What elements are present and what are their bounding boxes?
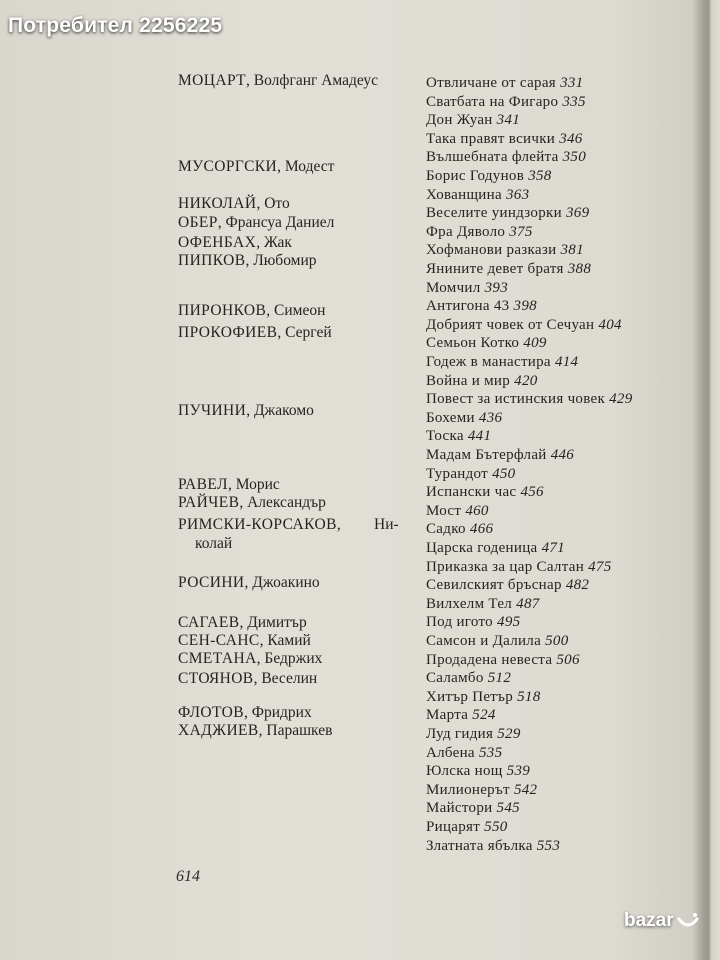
composer-surname: НИКОЛАЙ (178, 195, 257, 212)
work-title: Майстори (426, 800, 493, 817)
work-page-number: 539 (506, 763, 531, 780)
work-page-number: 553 (536, 837, 561, 854)
page-edge-shadow (692, 0, 720, 960)
composer-surname: СМЕТАНА (178, 650, 257, 667)
work-entry (426, 111, 520, 129)
composer-given-name: колай (195, 535, 233, 552)
work-page-number: 436 (478, 409, 503, 426)
composer-given-name: Морис (235, 476, 280, 493)
work-page-number: 446 (550, 447, 575, 463)
work-title: Садко (426, 521, 466, 538)
composer-surname: РАВЕЛ (178, 476, 228, 493)
composer-entry: МУСОРГСКИ, Модест (178, 158, 335, 175)
work-title: Тоска (426, 428, 464, 445)
composer-surname: ОБЕР (178, 214, 218, 231)
composer-entry: ПИРОНКОВ, Симеон (178, 302, 326, 319)
work-page-number: 381 (560, 242, 584, 259)
composer-entry: ХАДЖИЕВ, Парашкев (178, 722, 333, 739)
work-entry (426, 799, 520, 817)
composer-entry: РАЙЧЕВ, Александър (178, 494, 326, 511)
work-page-number: 388 (567, 261, 592, 277)
work-title: Добрият човек от Сечуан (426, 316, 595, 333)
composer-given-name: Жак (263, 234, 292, 251)
work-entry (426, 279, 508, 297)
work-page-number: 518 (517, 688, 541, 705)
work-title: Продадена невеста (426, 651, 553, 668)
work-entry (426, 390, 633, 408)
work-title: Повест за истинския човек (426, 391, 606, 408)
work-page-number: 500 (545, 633, 569, 649)
work-entry (426, 725, 521, 743)
composer-surname: САГАЕВ (178, 614, 240, 631)
work-title: Юлска нощ (426, 763, 503, 780)
work-title: Мадам Бътерфлай (426, 447, 547, 463)
composer-surname: МУСОРГСКИ (178, 158, 278, 175)
composer-entry: ПРОКОФИЕВ, Сергей (178, 324, 332, 341)
composer-given-name: Франсуа Даниел (225, 214, 335, 231)
work-entry (426, 781, 537, 799)
work-title: Борис Годунов (426, 168, 525, 184)
composer-given-name: Димитър (247, 614, 307, 631)
work-title: Приказка за цар Салтан (426, 558, 585, 575)
work-title: Момчил (426, 279, 481, 296)
work-page-number: 550 (484, 819, 508, 835)
work-entry (426, 539, 565, 557)
watermark-text: bazar (624, 910, 674, 931)
work-page-number: 331 (560, 75, 584, 91)
work-page-number: 456 (520, 484, 544, 501)
work-entry (426, 613, 520, 631)
composer-entry: СЕН-САНС, Камий (178, 632, 311, 649)
work-page-number: 545 (496, 800, 520, 817)
composer-entry: МОЦАРТ, Волфганг Амадеус (178, 72, 379, 89)
work-page-number: 398 (513, 298, 537, 315)
work-entry (426, 595, 540, 613)
work-title: Дон Жуан (426, 112, 493, 129)
work-title: Сватбата на Фигаро (426, 93, 559, 110)
work-title: Вълшебната флейта (426, 149, 559, 166)
work-page-number: 475 (588, 558, 612, 575)
composer-given-name: Модест (284, 158, 335, 175)
work-entry (426, 316, 622, 334)
work-title: Фра Дяволо (426, 223, 506, 240)
composer-given-name: Ото (264, 195, 290, 212)
work-entry (426, 632, 569, 650)
bazar-smile-icon (676, 911, 700, 931)
work-entry (426, 353, 578, 371)
composer-surname: МОЦАРТ (178, 72, 247, 89)
composer-given-name: Бедржих (264, 650, 323, 667)
composer-given-name: Камий (267, 632, 311, 649)
seller-user-label: Потребител 2256225 (8, 14, 223, 37)
work-title: Веселите уиндзорки (426, 205, 562, 222)
composer-surname: ПУЧИНИ (178, 402, 247, 419)
composer-entry: СМЕТАНА, Бедржих (178, 650, 323, 667)
composer-given-name: Веселин (261, 670, 318, 687)
page-number: 614 (176, 868, 200, 885)
work-entry (426, 260, 591, 278)
composer-surname: РИМСКИ-КОРСАКОВ (178, 516, 337, 533)
work-title: Турандот (426, 465, 488, 482)
composer-entry: СТОЯНОВ, Веселин (178, 670, 318, 687)
composer-surname: СЕН-САНС (178, 632, 260, 649)
work-entry (426, 669, 511, 687)
composer-surname: ПИРОНКОВ (178, 302, 267, 319)
work-entry (426, 818, 508, 836)
composer-surname: ОФЕНБАХ (178, 234, 257, 251)
work-page-number: 482 (565, 577, 590, 594)
composer-given-name: Ни- (374, 516, 399, 533)
work-entry (426, 409, 502, 427)
work-title: Под игото (426, 614, 493, 631)
composer-entry: РИМСКИ-КОРСАКОВ, Ни- (178, 516, 399, 533)
work-entry (426, 706, 496, 724)
work-title: Луд гидия (426, 726, 494, 742)
work-title: Марта (426, 707, 469, 724)
work-page-number: 529 (497, 726, 521, 742)
composer-given-name: Симеон (274, 302, 326, 319)
composer-surname: ХАДЖИЕВ (178, 722, 259, 739)
work-title: Саламбо (426, 670, 484, 687)
work-page-number: 542 (513, 781, 538, 798)
composer-given-name: Волфганг Амадеус (253, 72, 379, 89)
work-entry (426, 223, 533, 241)
work-page-number: 524 (472, 707, 496, 724)
work-title: Така правят всички (426, 130, 556, 147)
work-title: Албена (426, 744, 475, 761)
bazar-watermark (624, 910, 700, 932)
work-title: Хофманови разкази (426, 242, 557, 259)
work-entry (426, 446, 574, 464)
work-entry (426, 93, 586, 111)
work-title: Вилхелм Тел (426, 595, 513, 612)
work-entry (426, 762, 530, 780)
composer-entry: САГАЕВ, Димитър (178, 614, 307, 631)
work-title: Испански час (426, 484, 517, 501)
composer-entry: РАВЕЛ, Морис (178, 476, 280, 493)
work-title: Война и мир (426, 372, 511, 389)
composer-entry: ОБЕР, Франсуа Даниел (178, 214, 335, 231)
work-title: Златната ябълка (426, 837, 533, 854)
work-entry (426, 167, 552, 185)
composer-surname: ФЛОТОВ (178, 704, 244, 721)
work-page-number: 393 (484, 279, 508, 296)
work-page-number: 341 (496, 112, 521, 129)
work-entry (426, 520, 493, 538)
work-page-number: 369 (566, 205, 590, 222)
work-page-number: 409 (523, 335, 547, 352)
work-page-number: 495 (497, 614, 521, 631)
composer-given-name: Фридрих (251, 704, 312, 721)
work-title: Рицарят (426, 819, 481, 835)
composer-entry (195, 535, 232, 553)
work-page-number: 506 (556, 651, 580, 668)
work-page-number: 404 (598, 316, 622, 333)
composer-given-name: Парашкев (266, 722, 333, 739)
composer-given-name: Джоакино (252, 574, 320, 591)
work-title: Годеж в манастира (426, 354, 551, 370)
composer-surname: ПИПКОВ (178, 252, 246, 269)
composer-entry: ПИПКОВ, Любомир (178, 252, 317, 269)
work-entry (426, 186, 529, 204)
composer-given-name: Александър (247, 494, 326, 511)
composer-surname: РАЙЧЕВ (178, 494, 240, 511)
work-page-number: 335 (562, 93, 586, 110)
work-page-number: 487 (516, 595, 540, 612)
work-title: Милионерът (426, 781, 510, 798)
work-page-number: 363 (505, 186, 530, 203)
work-entry (426, 204, 589, 222)
work-entry (426, 372, 538, 390)
work-entry (426, 241, 584, 259)
work-entry (426, 558, 612, 576)
composer-given-name: Сергей (285, 324, 332, 341)
composer-given-name: Любомир (253, 252, 317, 269)
work-entry (426, 502, 489, 520)
composer-surname: СТОЯНОВ (178, 670, 254, 687)
work-page-number: 414 (554, 354, 579, 370)
work-page-number: 460 (465, 502, 489, 519)
work-page-number: 466 (469, 521, 494, 538)
work-entry (426, 427, 491, 445)
work-entry (426, 334, 547, 352)
work-entry (426, 651, 580, 669)
work-entry (426, 297, 537, 315)
work-entry (426, 74, 583, 92)
work-title: Бохеми (426, 409, 475, 426)
work-title: Хованщина (426, 186, 502, 203)
work-entry (426, 744, 502, 762)
work-page-number: 375 (509, 223, 533, 240)
work-title: Семьон Котко (426, 335, 520, 352)
work-page-number: 512 (487, 670, 512, 687)
composer-surname: ПРОКОФИЕВ (178, 324, 278, 341)
work-page-number: 471 (541, 540, 565, 556)
work-page-number: 441 (467, 428, 492, 445)
composer-entry: РОСИНИ, Джоакино (178, 574, 320, 591)
work-page-number: 535 (478, 744, 503, 761)
work-page-number: 429 (609, 391, 633, 408)
work-entry (426, 483, 544, 501)
composer-surname: РОСИНИ (178, 574, 245, 591)
work-title: Самсон и Далила (426, 633, 542, 649)
work-entry (426, 837, 560, 855)
work-title: Янините девет братя (426, 261, 564, 277)
composer-entry: ОФЕНБАХ, Жак (178, 234, 292, 251)
work-title: Отвличане от сарая (426, 75, 556, 91)
work-entry (426, 465, 515, 483)
work-title: Царска годеница (426, 540, 538, 556)
work-page-number: 346 (559, 130, 583, 147)
composer-entry: ФЛОТОВ, Фридрих (178, 704, 312, 721)
composer-given-name: Джакомо (253, 402, 314, 419)
work-title: Мост (426, 502, 462, 519)
work-page-number: 350 (562, 149, 587, 166)
work-title: Севилският бръснар (426, 577, 562, 594)
work-page-number: 420 (514, 372, 538, 389)
work-title: Антигона 43 (426, 298, 510, 315)
work-entry (426, 130, 583, 148)
work-entry (426, 148, 586, 166)
work-entry (426, 576, 589, 594)
composer-entry: НИКОЛАЙ, Ото (178, 195, 290, 212)
work-page-number: 450 (492, 465, 516, 482)
work-entry (426, 688, 541, 706)
work-page-number: 358 (528, 168, 552, 184)
work-title: Хитър Петър (426, 688, 514, 705)
composer-entry: ПУЧИНИ, Джакомо (178, 402, 314, 419)
